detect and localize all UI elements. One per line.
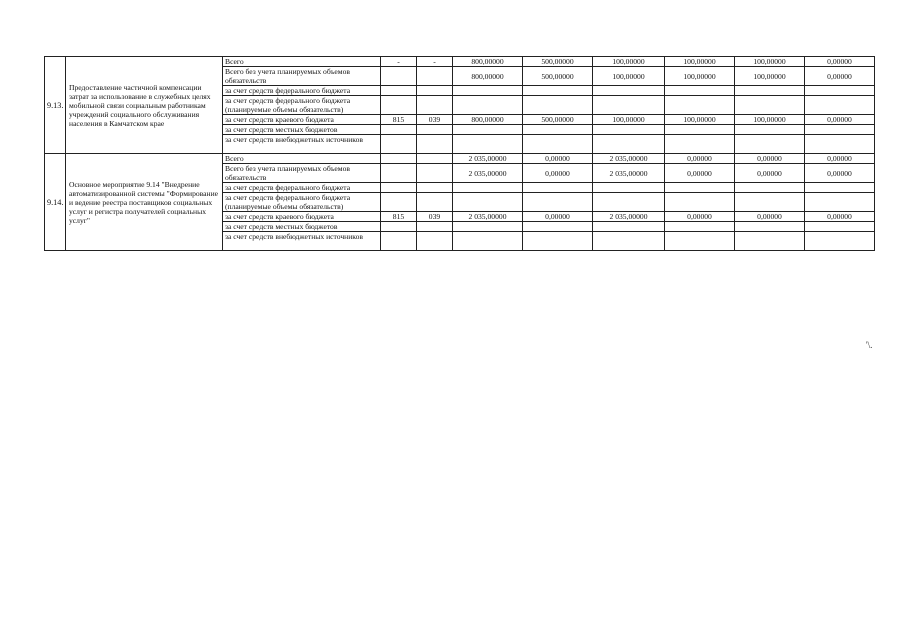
- stray-mark: '\.: [866, 340, 873, 350]
- amount-cell: 500,00000: [523, 57, 593, 67]
- amount-cell: 100,00000: [665, 57, 735, 67]
- table-row: [45, 154, 875, 164]
- section-code: -: [417, 57, 453, 67]
- section-code: 039: [417, 115, 453, 125]
- grbs-code: [381, 67, 417, 86]
- grbs-code: [381, 86, 417, 96]
- amount-cell: [665, 232, 735, 251]
- amount-cell: [665, 96, 735, 115]
- section-code: [417, 135, 453, 154]
- amount-cell: [805, 125, 875, 135]
- amount-cell: 800,00000: [453, 115, 523, 125]
- funding-source: за счет средств федерального бюджета: [223, 86, 381, 96]
- amount-cell: [593, 86, 665, 96]
- amount-cell: [453, 222, 523, 232]
- amount-cell: [805, 183, 875, 193]
- amount-cell: 0,00000: [735, 212, 805, 222]
- amount-cell: [805, 135, 875, 154]
- amount-cell: 0,00000: [735, 164, 805, 183]
- funding-source: за счет средств федерального бюджета: [223, 183, 381, 193]
- amount-cell: [665, 125, 735, 135]
- amount-cell: [805, 222, 875, 232]
- amount-cell: [523, 193, 593, 212]
- grbs-code: [381, 96, 417, 115]
- funding-source: за счет средств внебюджетных источников: [223, 135, 381, 154]
- amount-cell: [735, 96, 805, 115]
- section-code: [417, 164, 453, 183]
- amount-cell: 0,00000: [805, 115, 875, 125]
- amount-cell: [805, 86, 875, 96]
- amount-cell: [453, 86, 523, 96]
- amount-cell: [523, 222, 593, 232]
- amount-cell: 500,00000: [523, 67, 593, 86]
- amount-cell: 100,00000: [593, 57, 665, 67]
- section-code: [417, 154, 453, 164]
- amount-cell: 100,00000: [593, 67, 665, 86]
- section-code: 039: [417, 212, 453, 222]
- grbs-code: [381, 222, 417, 232]
- amount-cell: [523, 96, 593, 115]
- amount-cell: 100,00000: [593, 115, 665, 125]
- grbs-code: [381, 125, 417, 135]
- section-code: [417, 222, 453, 232]
- funding-source: Всего без учета планируемых объемов обязательств: [223, 164, 381, 183]
- amount-cell: [735, 86, 805, 96]
- amount-cell: 0,00000: [665, 164, 735, 183]
- table-row: [45, 57, 875, 67]
- grbs-code: [381, 232, 417, 251]
- amount-cell: 0,00000: [523, 164, 593, 183]
- amount-cell: [593, 96, 665, 115]
- grbs-code: -: [381, 57, 417, 67]
- amount-cell: 0,00000: [523, 212, 593, 222]
- amount-cell: 2 035,00000: [593, 154, 665, 164]
- amount-cell: [805, 96, 875, 115]
- grbs-code: [381, 154, 417, 164]
- section-code: [417, 67, 453, 86]
- amount-cell: 2 035,00000: [453, 154, 523, 164]
- amount-cell: 2 035,00000: [593, 164, 665, 183]
- amount-cell: [593, 232, 665, 251]
- row-number: 9.13.: [45, 57, 66, 154]
- amount-cell: 0,00000: [805, 212, 875, 222]
- amount-cell: [523, 86, 593, 96]
- row-number: 9.14.: [45, 154, 66, 251]
- section-code: [417, 86, 453, 96]
- funding-source: Всего: [223, 57, 381, 67]
- grbs-code: [381, 135, 417, 154]
- amount-cell: 100,00000: [735, 57, 805, 67]
- amount-cell: 0,00000: [805, 154, 875, 164]
- amount-cell: 0,00000: [665, 154, 735, 164]
- amount-cell: 100,00000: [735, 115, 805, 125]
- amount-cell: [735, 125, 805, 135]
- amount-cell: 0,00000: [805, 164, 875, 183]
- amount-cell: 0,00000: [805, 67, 875, 86]
- funding-source: за счет средств краевого бюджета: [223, 212, 381, 222]
- grbs-code: [381, 183, 417, 193]
- amount-cell: [453, 193, 523, 212]
- amount-cell: 0,00000: [523, 154, 593, 164]
- amount-cell: 2 035,00000: [453, 212, 523, 222]
- amount-cell: [665, 135, 735, 154]
- funding-source: за счет средств местных бюджетов: [223, 222, 381, 232]
- measure-description: Предоставление частичной компенсации затрат за использование в служебных целях мобильной связи социальным работникам учреждений социального обслуживания населения в Камчатском крае: [66, 57, 223, 154]
- grbs-code: 815: [381, 212, 417, 222]
- amount-cell: [523, 232, 593, 251]
- amount-cell: 800,00000: [453, 57, 523, 67]
- amount-cell: [453, 96, 523, 115]
- amount-cell: 0,00000: [805, 57, 875, 67]
- amount-cell: [665, 86, 735, 96]
- funding-source: за счет средств местных бюджетов: [223, 125, 381, 135]
- amount-cell: [593, 135, 665, 154]
- amount-cell: [735, 183, 805, 193]
- funding-source: за счет средств федерального бюджета (планируемые объемы обязательств): [223, 96, 381, 115]
- amount-cell: [735, 193, 805, 212]
- amount-cell: [593, 183, 665, 193]
- amount-cell: 500,00000: [523, 115, 593, 125]
- amount-cell: 800,00000: [453, 67, 523, 86]
- amount-cell: [805, 193, 875, 212]
- amount-cell: [453, 135, 523, 154]
- amount-cell: [453, 183, 523, 193]
- amount-cell: [665, 183, 735, 193]
- amount-cell: [523, 135, 593, 154]
- amount-cell: [593, 193, 665, 212]
- funding-source: за счет средств краевого бюджета: [223, 115, 381, 125]
- amount-cell: [593, 222, 665, 232]
- amount-cell: [453, 232, 523, 251]
- section-code: [417, 232, 453, 251]
- amount-cell: [593, 125, 665, 135]
- amount-cell: 2 035,00000: [593, 212, 665, 222]
- amount-cell: 0,00000: [735, 154, 805, 164]
- amount-cell: 100,00000: [735, 67, 805, 86]
- amount-cell: [735, 135, 805, 154]
- funding-source: за счет средств федерального бюджета (планируемые объемы обязательств): [223, 193, 381, 212]
- section-code: [417, 183, 453, 193]
- amount-cell: [523, 125, 593, 135]
- amount-cell: [735, 232, 805, 251]
- amount-cell: [805, 232, 875, 251]
- funding-source: Всего без учета планируемых объемов обязательств: [223, 67, 381, 86]
- section-code: [417, 125, 453, 135]
- measure-description: Основное мероприятие 9.14 "Внедрение автоматизированной системы "Формирование и ведение реестра поставщиков социальных услуг и регистра получателей социальных услуг": [66, 154, 223, 251]
- amount-cell: [665, 193, 735, 212]
- amount-cell: [665, 222, 735, 232]
- grbs-code: [381, 164, 417, 183]
- funding-source: за счет средств внебюджетных источников: [223, 232, 381, 251]
- amount-cell: [735, 222, 805, 232]
- section-code: [417, 193, 453, 212]
- grbs-code: 815: [381, 115, 417, 125]
- amount-cell: [523, 183, 593, 193]
- funding-source: Всего: [223, 154, 381, 164]
- budget-table: [44, 56, 875, 251]
- amount-cell: [453, 125, 523, 135]
- amount-cell: 2 035,00000: [453, 164, 523, 183]
- amount-cell: 0,00000: [665, 212, 735, 222]
- table-body: [45, 57, 875, 251]
- grbs-code: [381, 193, 417, 212]
- section-code: [417, 96, 453, 115]
- amount-cell: 100,00000: [665, 115, 735, 125]
- amount-cell: 100,00000: [665, 67, 735, 86]
